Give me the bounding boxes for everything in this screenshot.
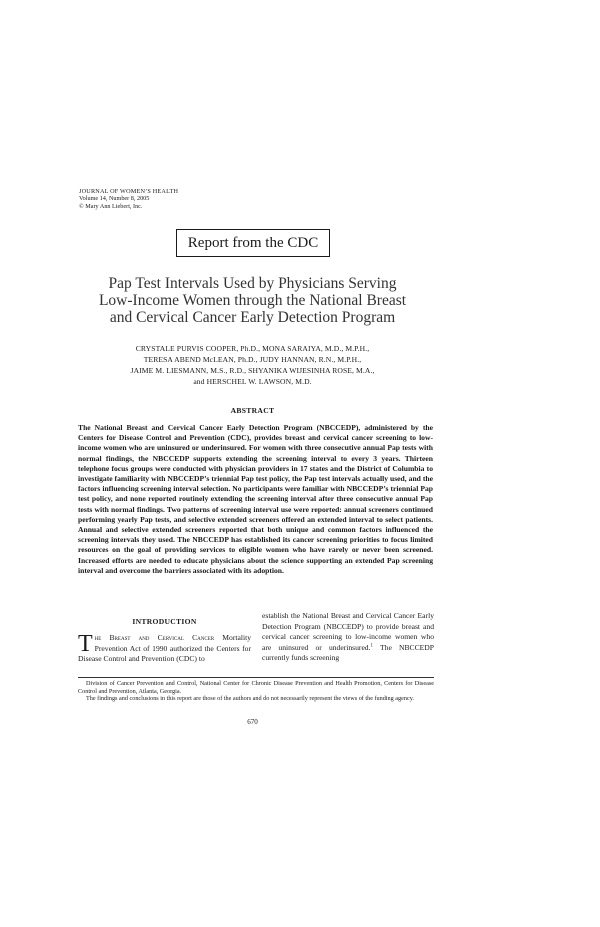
title-line: Pap Test Intervals Used by Physicians Serving <box>108 275 397 292</box>
journal-copyright: © Mary Ann Liebert, Inc. <box>79 202 143 210</box>
journal-name: JOURNAL OF WOMEN’S HEALTH <box>79 188 179 195</box>
author-list <box>60 343 445 387</box>
intro-right-text: establish the National Breast and Cervical Cancer Early Detection Program (NBCCEDP) to provide breast and cervical cancer screening to low-income women who are uninsured or underinsured. <box>262 611 434 652</box>
page-number: 670 <box>247 718 258 726</box>
author-line: CRYSTALE PURVIS COOPER, Ph.D., MONA SARAIYA, M.D., M.P.H., <box>135 344 370 353</box>
abstract-text: The National Breast and Cervical Cancer Early Detection Program (NBCCEDP), administered by the Centers for Disease Control and Prevention (CDC), provides breast and cervical cancer screening to low-income women who are uninsured or underinsured. For women with three consecutive annual Pap tests with normal findings, the NBCCEDP supports extending the screening interval to every 3 years. Thirteen telephone focus groups were conducted with physician providers in 17 states and the District of Columbia to investigate familiarity with NBCCEDP’s triennial Pap test policy, the Pap test intervals actually used, and the factors influencing screening interval selection. No participants were familiar with NBCCEDP’s triennial Pap test policy, and none reported routinely extending the screening interval after three consecutive annual Pap tests with normal findings. Two patterns of screening interval use were reported: annual screeners continued performing yearly Pap tests, and selective extended screeners offered an extended interval to select patients. Annual and selective extended screeners reported that both unique and common factors influenced the screening intervals they used. The NBCCEDP has established its cancer screening priorities to focus limited resources on the goal of providing services to eligible women who have rarely or never been screened. Increased efforts are needed to educate physicians about the science supporting an extended Pap screening interval and overcome the barriers associated with its adoption. <box>78 423 433 575</box>
journal-info <box>79 188 178 210</box>
intro-small-caps: he Breast and Cervical Cancer <box>94 633 215 642</box>
footnotes <box>78 680 434 703</box>
author-line: JAIME M. LIESMANN, M.S., R.D., SHYANIKA WIJESINHA ROSE, M.A., <box>130 366 375 375</box>
footnote-divider <box>78 677 434 678</box>
intro-right-text-after: The NBCCEDP currently funds screening <box>262 642 434 662</box>
article-title <box>60 275 445 326</box>
author-line: and HERSCHEL W. LAWSON, M.D. <box>193 377 312 386</box>
introduction-heading: INTRODUCTION <box>132 617 197 626</box>
footnote-disclaimer: The findings and conclusions in this report are those of the authors and do not necessarily represent the views of the funding agency. <box>86 695 414 703</box>
drop-cap: T <box>78 631 93 657</box>
intro-left-text: Mortality Prevention Act of 1990 authorized the Centers for Disease Control and Prevention (CDC) to <box>78 633 251 663</box>
section-label-box <box>176 229 330 257</box>
footnote-affiliation: Division of Cancer Prevention and Control, National Center for Chronic Disease Prevention and Health Promotion, Centers for Disease Control and Prevention, Atlanta, Georgia. <box>78 680 434 695</box>
journal-volume: Volume 14, Number 8, 2005 <box>79 195 150 203</box>
author-line: TERESA ABEND McLEAN, Ph.D., JUDY HANNAN, R.N., M.P.H., <box>143 355 362 364</box>
intro-column-left <box>78 633 251 665</box>
title-line: Low-Income Women through the National Breast <box>98 292 407 309</box>
reference-marker: 1 <box>370 642 374 648</box>
intro-column-right <box>262 611 434 664</box>
title-line: and Cervical Cancer Early Detection Program <box>109 309 396 326</box>
section-label: Report from the CDC <box>187 234 319 251</box>
abstract-heading: ABSTRACT <box>230 406 275 415</box>
